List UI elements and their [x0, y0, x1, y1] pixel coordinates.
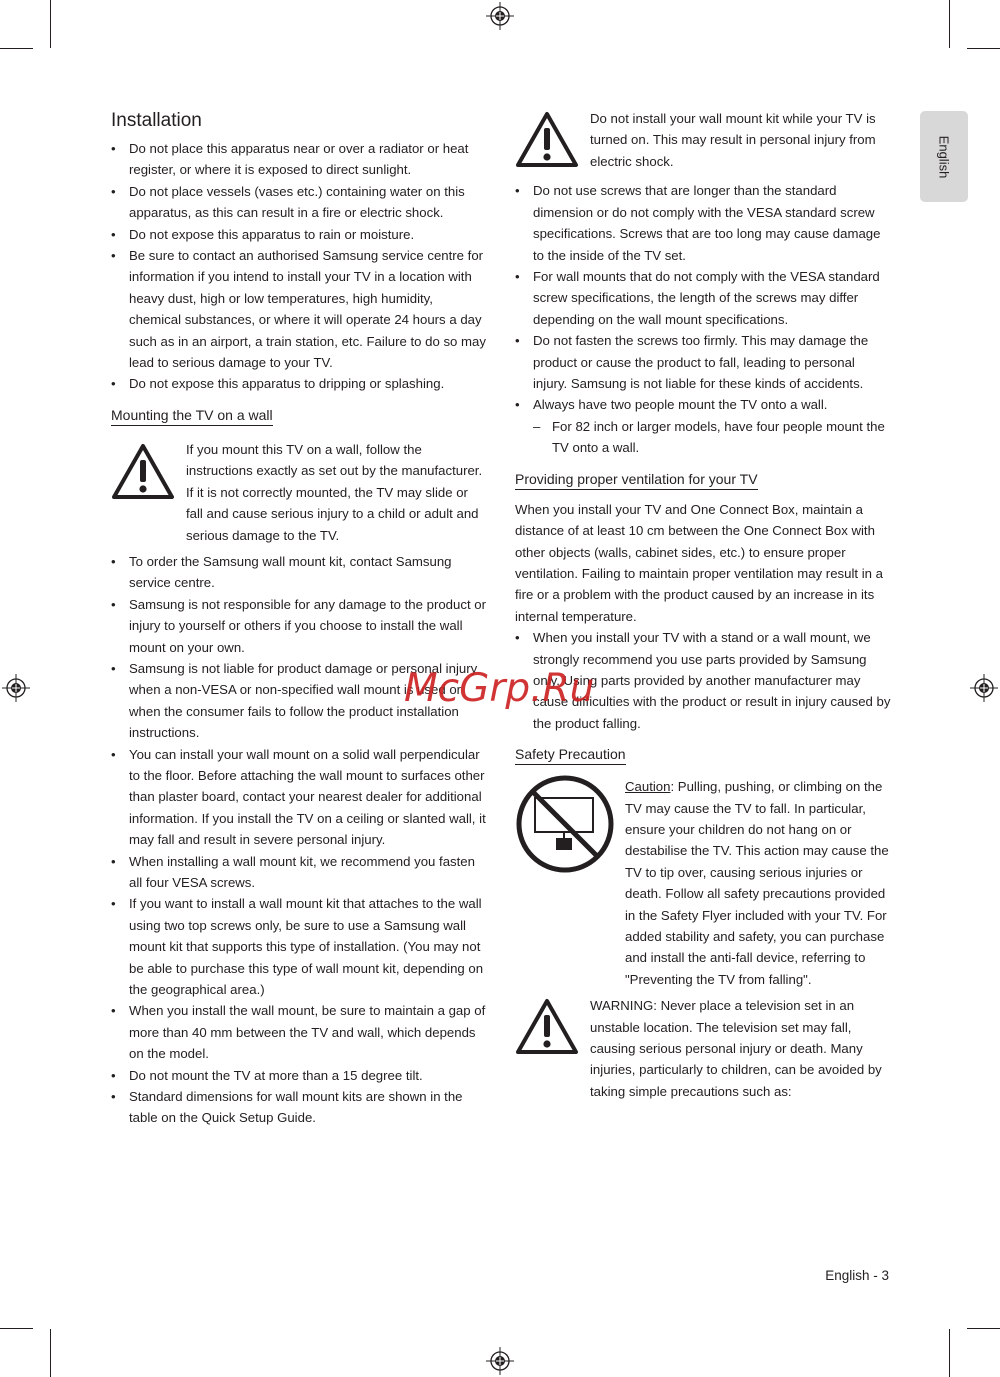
top-warning-block [515, 108, 891, 175]
crop-mark [0, 1328, 33, 1329]
language-tab-label: English [936, 135, 952, 178]
list-item: • When installing a wall mount kit, we recommend you fasten all four VESA screws. [111, 851, 486, 894]
watermark: McGrp.Ru [404, 666, 595, 711]
crop-mark [50, 1329, 51, 1377]
list-item: • Do not expose this apparatus to dripping or splashing. [111, 373, 486, 394]
screw-list [515, 180, 891, 415]
warning-text [590, 995, 891, 1102]
language-tab [920, 111, 968, 202]
crop-mark [949, 0, 950, 48]
list-item: • Be sure to contact an authorised Samsung service centre for information if you intend to install your TV in a location with heavy dust, high or low temperatures, high humidity, chemical substances, or where it will operate 24 hours a day such as in an airport, a train station, etc. Failure to do so may lead to serious damage to your TV. [111, 245, 486, 373]
list-item: • For wall mounts that do not comply with the VESA standard screw specifications, the length of the screws may differ depending on the wall mount specifications. [515, 266, 891, 330]
warning-label: WARNING [590, 998, 654, 1014]
crop-mark [967, 1328, 1000, 1329]
ventilation-paragraph: When you install your TV and One Connect Box, maintain a distance of at least 10 cm between the One Connect Box with other objects (walls, cabinet sides, etc.) to ensure proper ventilation. Failing to maintain proper ventilation may result in a fire or a problem with the product caused by an increase in its internal temperature. [515, 501, 883, 624]
list-item: • Do not place vessels (vases etc.) containing water on this apparatus, as this can result in a fire or electric shock. [111, 181, 486, 224]
section-heading-mounting: Mounting the TV on a wall [111, 405, 273, 426]
list-item: • Do not expose this apparatus to rain or moisture. [111, 224, 486, 245]
screw-sub-list [515, 416, 891, 459]
mounting-warning-text: If you mount this TV on a wall, follow the instructions exactly as set out by the manufacturer. If it is not correctly mounted, the TV may slide or fall and cause serious injury to a child or adult and serious damage to the TV. [186, 441, 483, 543]
warning-triangle-icon [515, 998, 579, 1056]
crop-mark [967, 48, 1000, 49]
section-heading-safety: Safety Precaution [515, 744, 626, 765]
warning-body: : Never place a television set in an unstable location. The television set may fall, causing serious personal injury or death. Many injuries, particularly to children, can be avoided by taking simple precautions such as: [590, 998, 882, 1099]
warning-triangle-icon [111, 443, 175, 501]
sub-list-item: – For 82 inch or larger models, have four people mount the TV onto a wall. [515, 416, 891, 459]
mounting-list [111, 551, 486, 1129]
no-climbing-tv-icon [515, 774, 615, 874]
list-item: • Samsung is not responsible for any damage to the product or injury to yourself or others if you choose to install the wall mount on your own. [111, 594, 486, 658]
caution-text [625, 776, 891, 990]
mounting-warning-block [111, 439, 486, 546]
warning-triangle-icon [515, 111, 579, 169]
registration-mark-icon [486, 2, 514, 30]
list-item: • Do not mount the TV at more than a 15 degree tilt. [111, 1065, 486, 1086]
list-item: • Samsung is not liable for product damage or personal injury when a non-VESA or non-specified wall mount is used or when the consumer fails to follow the product installation instructions. [111, 658, 486, 744]
list-item: • When you install the wall mount, be sure to maintain a gap of more than 40 mm between the TV and wall, which depends on the model. [111, 1000, 486, 1064]
crop-mark [50, 0, 51, 48]
list-item: • To order the Samsung wall mount kit, contact Samsung service centre. [111, 551, 486, 594]
caution-block [515, 776, 891, 990]
crop-mark [949, 1329, 950, 1377]
registration-mark-icon [970, 674, 998, 702]
top-warning-text: Do not install your wall mount kit while your TV is turned on. This may result in personal injury from electric shock. [590, 111, 876, 169]
list-item: • Do not place this apparatus near or over a radiator or heat register, or where it is exposed to direct sunlight. [111, 138, 486, 181]
list-item: • When you install your TV with a stand or a wall mount, we strongly recommend you use parts provided by Samsung only. Using parts provided by another manufacturer may cause difficulties with the product or result in injury caused by the product falling. [515, 627, 891, 734]
crop-mark [0, 48, 33, 49]
installation-list [111, 138, 486, 395]
list-item: • Do not use screws that are longer than the standard dimension or do not comply with the VESA standard screw specifications. Screws that are too long may cause damage to the inside of the TV set. [515, 180, 891, 266]
list-item: • If you want to install a wall mount kit that attaches to the wall using two top screws only, be sure to use a Samsung wall mount kit that supports this type of installation. (You may not be able to purchase this type of wall mount kit, depending on the geographical area.) [111, 893, 486, 1000]
left-column [111, 108, 486, 1129]
page-number: English - 3 [825, 1268, 889, 1283]
list-item: • Standard dimensions for wall mount kits are shown in the table on the Quick Setup Guide. [111, 1086, 486, 1129]
caution-body: : Pulling, pushing, or climbing on the TV may cause the TV to fall. In particular, ensure your children do not hang on or destabilise the TV. This action may cause the TV to tip over, causing serious injuries or death. Follow all safety precautions provided in the Safety Flyer included with your TV. For added stability and safety, you can purchase and install the anti-fall device, referring to "Preventing the TV from falling". [625, 779, 889, 987]
registration-mark-icon [486, 1347, 514, 1375]
list-item: • Do not fasten the screws too firmly. This may damage the product or cause the product to fall, leading to personal injury. Samsung is not liable for these kinds of accidents. [515, 330, 891, 394]
registration-mark-icon [2, 674, 30, 702]
right-column [515, 108, 891, 1107]
list-item: • You can install your wall mount on a solid wall perpendicular to the floor. Before attaching the wall mount to surfaces other than plaster board, contact your nearest dealer for additional information. If you install the TV on a ceiling or slanted wall, it may fall and result in severe personal injury. [111, 744, 486, 851]
caution-label: Caution [625, 779, 671, 795]
warning-block [515, 995, 891, 1102]
list-item: • Always have two people mount the TV onto a wall. [515, 394, 891, 415]
page-title: Installation [111, 110, 202, 131]
section-heading-ventilation: Providing proper ventilation for your TV [515, 469, 758, 490]
